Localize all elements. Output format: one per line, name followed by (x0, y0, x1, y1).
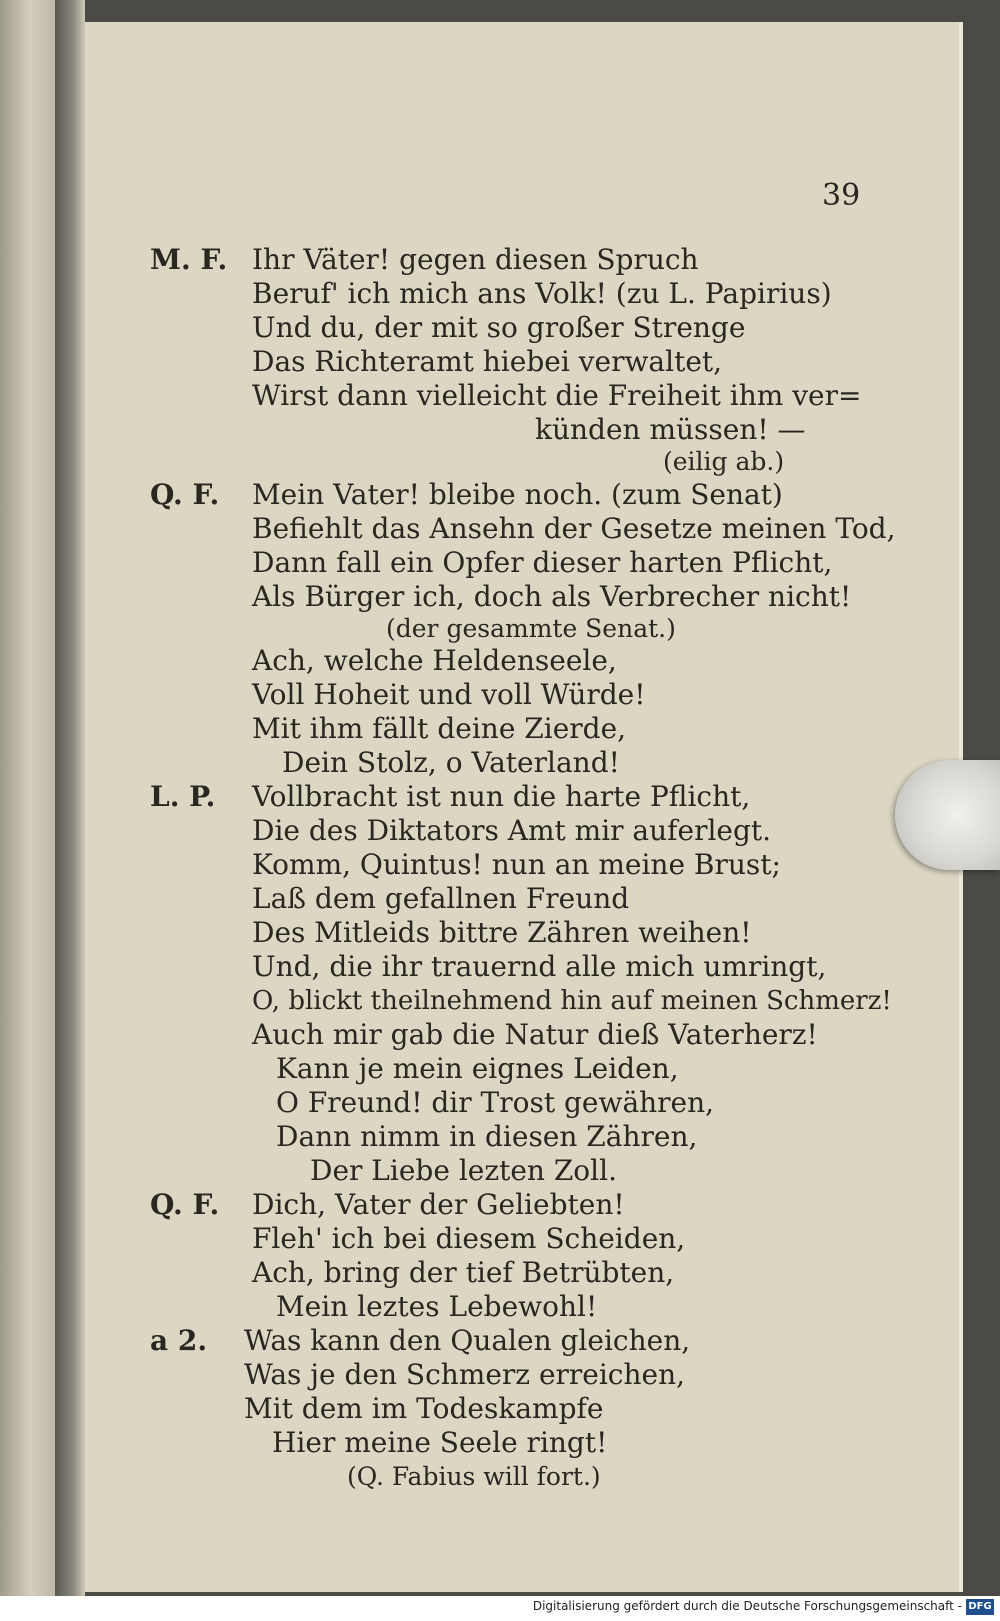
verse-line: Dein Stolz, o Vaterland! (282, 746, 620, 779)
speaker-label: M. F. (150, 243, 228, 276)
verse-line: Voll Hoheit und voll Würde! (252, 678, 646, 711)
verse-line: Wirst dann vielleicht die Freiheit ihm ver= (252, 379, 862, 412)
verse-line: Als Bürger ich, doch als Verbrecher nicht! (252, 580, 852, 613)
dfg-logo: DFG (966, 1599, 994, 1615)
verse-line: Die des Diktators Amt mir auferlegt. (252, 814, 772, 847)
book-gutter (55, 0, 85, 1621)
verse-line: Mit ihm fällt deine Zierde, (252, 712, 627, 745)
verse-line: Hier meine Seele ringt! (272, 1426, 608, 1459)
verse-line: O Freund! dir Trost gewähren, (276, 1086, 715, 1119)
verse-line: Dich, Vater der Geliebten! (252, 1188, 625, 1221)
stage-direction: (der gesammte Senat.) (386, 614, 676, 643)
footer-credit: Digitalisierung gefördert durch die Deutsche Forschungsgemeinschaft - (532, 1599, 962, 1613)
verse-line: Auch mir gab die Natur dieß Vaterherz! (252, 1018, 818, 1051)
verse-line: Mein leztes Lebewohl! (276, 1290, 598, 1323)
verse-line: Komm, Quintus! nun an meine Brust; (252, 848, 781, 881)
verse-line: Mit dem im Todeskampfe (244, 1392, 604, 1425)
verse-line: Kann je mein eignes Leiden, (276, 1052, 679, 1085)
verse-line: Und, die ihr trauernd alle mich umringt, (252, 950, 827, 983)
verse-line: Ihr Väter! gegen diesen Spruch (252, 243, 699, 276)
verse-line: Des Mitleids bittre Zähren weihen! (252, 916, 752, 949)
speaker-label: L. P. (150, 780, 216, 813)
verse-line: künden müssen! — (535, 413, 806, 446)
verse-line: Was je den Schmerz erreichen, (244, 1358, 686, 1391)
verse-line: Laß dem gefallnen Freund (252, 882, 630, 915)
speaker-label: Q. F. (150, 478, 220, 511)
verse-line: Das Richteramt hiebei verwaltet, (252, 345, 723, 378)
verse-line: Befiehlt das Ansehn der Gesetze meinen Tod, (252, 512, 896, 545)
verse-line: Fleh' ich bei diesem Scheiden, (252, 1222, 686, 1255)
verse-line: O, blickt theilnehmend hin auf meinen Schmerz! (252, 986, 892, 1016)
verse-line: Vollbracht ist nun die harte Pflicht, (252, 780, 751, 813)
stage-direction: (Q. Fabius will fort.) (347, 1462, 601, 1491)
left-page-edge (0, 0, 55, 1621)
speaker-label: Q. F. (150, 1188, 220, 1221)
verse-line: Dann nimm in diesen Zähren, (276, 1120, 698, 1153)
page-number: 39 (822, 178, 861, 213)
verse-line: Dann fall ein Opfer dieser harten Pflicht, (252, 546, 833, 579)
verse-line: Und du, der mit so großer Strenge (252, 311, 746, 344)
speaker-label: a 2. (150, 1324, 208, 1357)
verse-line: Mein Vater! bleibe noch. (zum Senat) (252, 478, 783, 511)
verse-line: Beruf' ich mich ans Volk! (zu L. Papirius) (252, 277, 832, 310)
verse-line: Was kann den Qualen gleichen, (244, 1324, 691, 1357)
verse-line: Ach, welche Heldenseele, (252, 644, 617, 677)
page-clip (895, 760, 1000, 870)
verse-line: Der Liebe lezten Zoll. (310, 1154, 617, 1187)
stage-direction: (eilig ab.) (663, 447, 785, 476)
verse-line: Ach, bring der tief Betrübten, (252, 1256, 675, 1289)
